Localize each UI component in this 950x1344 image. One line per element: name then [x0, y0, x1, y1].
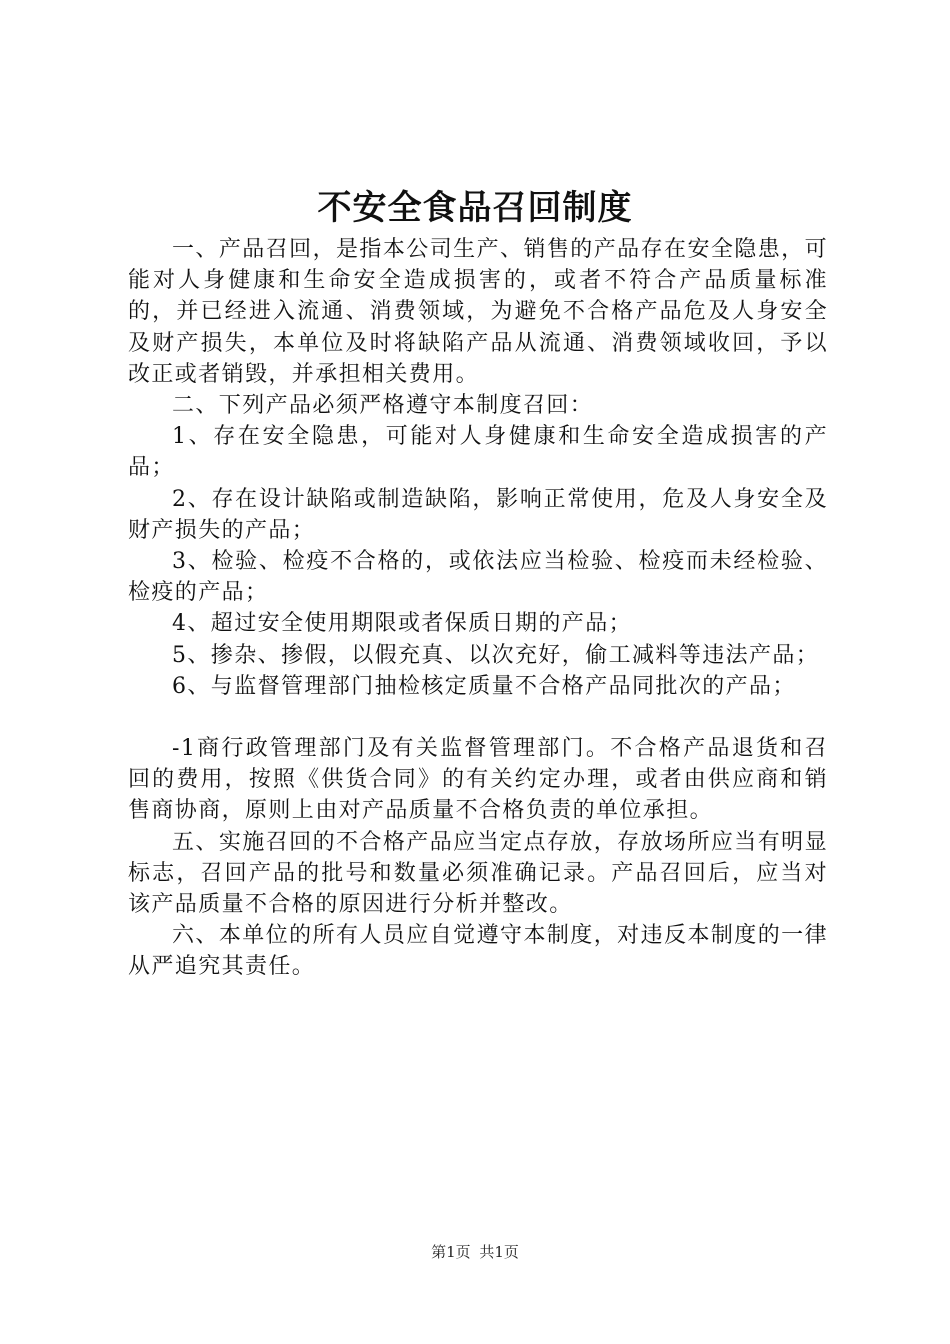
document-body [128, 234, 828, 983]
paragraph-storage: 五、实施召回的不合格产品应当定点存放，存放场所应当有明显标志，召回产品的批号和数量必须准确记录。产品召回后，应当对该产品质量不合格的原因进行分析并整改。 [128, 829, 828, 918]
page-footer [0, 1242, 950, 1262]
document-title: 不安全食品召回制度 [317, 188, 633, 228]
page-total: 共1页 [479, 1243, 519, 1261]
page-number: 第1页 [431, 1243, 471, 1261]
paragraph-definition: 一、产品召回，是指本公司生产、销售的产品存在安全隐患，可能对人身健康和生命安全造成损害的，或者不符合产品质量标准的，并已经进入流通、消费领域，为避免不合格产品危及人身安全及财产损失，本单位及时将缺陷产品从流通、消费领域收回，予以改正或者销毁，并承担相关费用。 [128, 237, 828, 387]
paragraph-responsibility: 六、本单位的所有人员应自觉遵守本制度，对违反本制度的一律从严追究其责任。 [128, 923, 828, 980]
list-item-1: 1、存在安全隐患，可能对人身健康和生命安全造成损害的产品； [128, 424, 828, 481]
list-item-2: 2、存在设计缺陷或制造缺陷，影响正常使用，危及人身安全及财产损失的产品； [128, 486, 828, 543]
paragraph-cost: -1商行政管理部门及有关监督管理部门。不合格产品退货和召回的费用，按照《供货合同》的有关约定办理，或者由供应商和销售商协商，原则上由对产品质量不合格负责的单位承担。 [128, 736, 828, 824]
list-item-3: 3、检验、检疫不合格的，或依法应当检验、检疫而未经检验、检疫的产品； [128, 549, 828, 606]
paragraph-gap [128, 702, 828, 733]
list-item-5: 5、掺杂、掺假，以假充真、以次充好，偷工减料等违法产品； [172, 642, 820, 668]
list-item-6: 6、与监督管理部门抽检核定质量不合格产品同批次的产品； [172, 673, 796, 699]
list-item-4: 4、超过安全使用期限或者保质日期的产品； [172, 611, 632, 637]
paragraph-recall-scope: 二、下列产品必须严格遵守本制度召回： [172, 393, 594, 419]
